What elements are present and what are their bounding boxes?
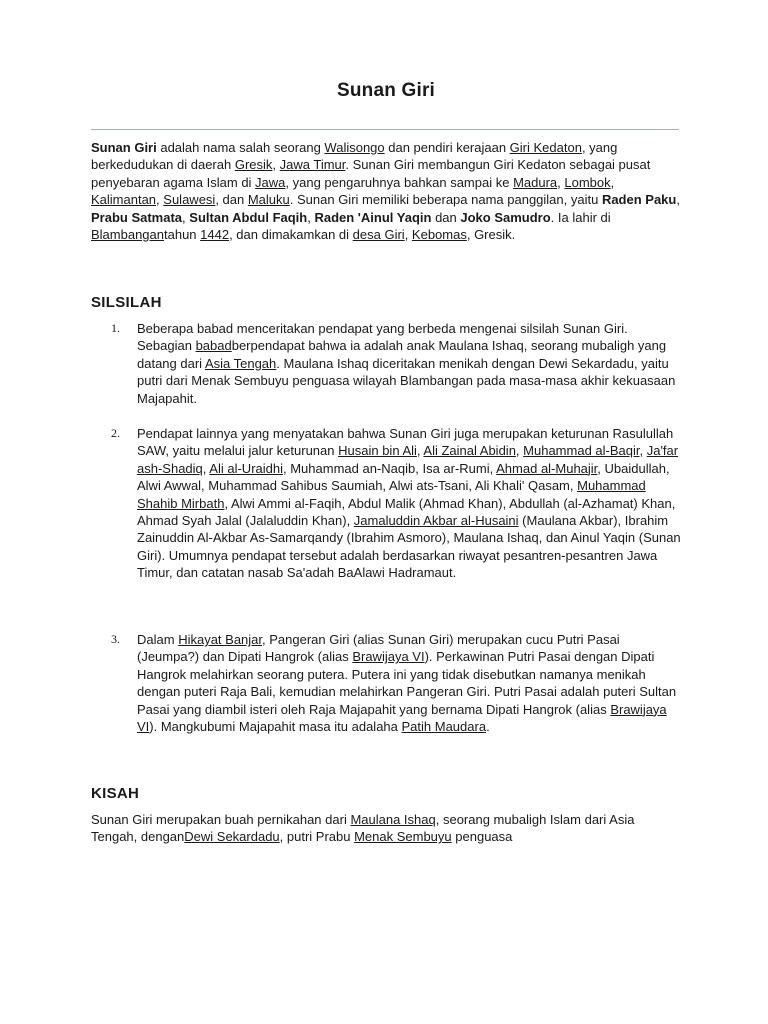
text-run: . Sunan Giri memiliki beberapa nama panggilan, yaitu bbox=[289, 192, 602, 208]
text-run: dan bbox=[431, 209, 461, 225]
text-run: , Gresik. bbox=[466, 227, 516, 243]
inline-link[interactable]: Brawijaya VI bbox=[352, 649, 425, 665]
text-run: , yang berkedudukan di daerah bbox=[91, 140, 618, 173]
text-run: , putri Prabu bbox=[279, 829, 355, 845]
text-run: , dan dimakamkan di bbox=[229, 227, 353, 243]
text-run: , bbox=[515, 443, 524, 459]
text-run: , bbox=[202, 460, 210, 476]
text-run: , yang pengaruhnya bahkan sampai ke bbox=[285, 174, 514, 190]
section-heading-silsilah: SILSILAH bbox=[91, 294, 162, 311]
text-run: Sunan Giri merupakan buah pernikahan dari bbox=[91, 812, 351, 827]
inline-link[interactable]: Brawijaya VI bbox=[137, 701, 667, 735]
inline-link[interactable]: Maluku bbox=[247, 192, 290, 208]
text-run: , Alwi Ammi al-Faqih, Abdul Malik (Ahmad Khan), Abdullah (al-Azhamat) Khan, Ahmad Syah Jalal (Jalaluddin Khan), bbox=[137, 495, 676, 529]
inline-link[interactable]: Menak Sembuyu bbox=[354, 829, 452, 845]
inline-link[interactable]: babad bbox=[195, 338, 232, 354]
list-number: 3. bbox=[111, 632, 120, 646]
inline-link[interactable]: Sulawesi bbox=[163, 192, 216, 208]
bold-term: Prabu Satmata bbox=[91, 209, 183, 225]
inline-link[interactable]: Patih Maudara bbox=[401, 719, 487, 735]
text-run: Dalam bbox=[137, 632, 179, 647]
list-item-text bbox=[137, 426, 681, 580]
text-run: . Sunan Giri membangun Giri Kedaton sebagai pusat penyebaran agama Islam di bbox=[91, 157, 651, 190]
silsilah-list-1 bbox=[91, 320, 681, 407]
list-item bbox=[91, 425, 681, 582]
inline-link[interactable]: Dewi Sekardadu bbox=[184, 829, 280, 845]
text-run: , bbox=[639, 443, 647, 459]
inline-link[interactable]: Muhammad al-Baqir bbox=[523, 443, 640, 459]
inline-link[interactable]: Giri Kedaton bbox=[509, 140, 582, 155]
inline-link[interactable]: Blambangan bbox=[91, 227, 164, 243]
text-run: , bbox=[416, 443, 424, 459]
inline-link[interactable]: desa Giri bbox=[352, 227, 405, 243]
text-run: , Pangeran Giri (alias Sunan Giri) merupakan cucu Putri Pasai (Jeumpa?) dan Dipati Hangrok (alias bbox=[137, 632, 620, 665]
text-run: . Ia lahir di bbox=[550, 209, 611, 225]
list-item bbox=[91, 320, 681, 407]
list-item-text bbox=[137, 321, 675, 406]
inline-link[interactable]: Hikayat Banjar bbox=[178, 632, 263, 647]
text-run: . Maulana Ishaq diceritakan menikah dengan Dewi Sekardadu, yaitu putri dari Menak Sembuyu penguasa wilayah Blambangan pada masa-masa akhir kekuasaan Majapahit. bbox=[137, 355, 676, 406]
inline-link[interactable]: Ahmad al-Muhajir bbox=[496, 460, 598, 476]
inline-link[interactable]: Jawa bbox=[255, 174, 286, 190]
inline-link[interactable]: Asia Tengah bbox=[204, 355, 277, 371]
bold-term: Raden Paku bbox=[601, 192, 677, 208]
bold-term: Sunan Giri bbox=[91, 140, 157, 155]
text-run: adalah nama salah seorang bbox=[156, 140, 325, 155]
inline-link[interactable]: Madura bbox=[513, 174, 558, 190]
list-item-text bbox=[137, 632, 676, 734]
inline-link[interactable]: Muhammad Shahib Mirbath bbox=[137, 478, 646, 511]
text-run: , bbox=[610, 174, 615, 190]
silsilah-list-3 bbox=[91, 631, 681, 735]
title-divider bbox=[91, 129, 679, 130]
section-heading-kisah: KISAH bbox=[91, 785, 140, 802]
list-number: 2. bbox=[111, 426, 120, 440]
inline-link[interactable]: Maulana Ishaq bbox=[350, 812, 436, 827]
text-run: tahun bbox=[164, 227, 201, 243]
inline-link[interactable]: 1442 bbox=[200, 227, 230, 243]
text-run: , bbox=[404, 227, 412, 243]
text-run: , Ubaidullah, Alwi Awwal, Muhammad Sahibus Saumiah, Alwi ats-Tsani, Ali Khali' Qasam, bbox=[137, 460, 670, 494]
list-number: 1. bbox=[111, 321, 120, 335]
silsilah-list-2 bbox=[91, 425, 681, 582]
intro-paragraph bbox=[91, 139, 681, 243]
text-run: , bbox=[557, 174, 565, 190]
inline-link[interactable]: Jawa Timur bbox=[279, 157, 346, 173]
text-run: . bbox=[486, 719, 490, 735]
text-run: , bbox=[156, 192, 164, 208]
text-run: (Maulana Akbar), Ibrahim Zainuddin Al-Akbar As-Samarqandy (Ibrahim Asmoro), Maulana Ishaq, dan Ainul Yaqin (Sunan Giri). Umumnya pendapat tersebut adalah berdasarkan riwayat pesantren-pesantren Jawa Timur, dan catatan nasab Sa'adah BaAlawi Hadramaut. bbox=[137, 513, 681, 581]
text-run: Beberapa babad menceritakan pendapat yang berbeda mengenai silsilah Sunan Giri. Sebagian bbox=[137, 321, 628, 354]
bold-term: Raden 'Ainul Yaqin bbox=[314, 209, 432, 225]
text-run: , bbox=[182, 209, 190, 225]
inline-link[interactable]: Kalimantan bbox=[91, 192, 157, 208]
text-run: , bbox=[272, 157, 280, 173]
inline-link[interactable]: Gresik bbox=[234, 157, 273, 173]
inline-link[interactable]: Lombok bbox=[564, 174, 611, 190]
text-run: ). Perkawinan Putri Pasai dengan Dipati Hangrok melahirkan seorang putera. Putera ini yang tidak disebutkan namanya menikah dengan puteri Raja Bali, kemudian melahirkan Pangeran Giri. Putri Pasai adalah puteri Sultan Pasai yang diambil isteri oleh Raja Majapahit yang bernama Dipati Hangrok (alias bbox=[137, 649, 677, 717]
text-run: , bbox=[676, 192, 680, 208]
inline-link[interactable]: Ja'far ash-Shadiq bbox=[137, 443, 679, 476]
kisah-paragraph bbox=[91, 811, 681, 846]
text-run: , seorang mubaligh Islam dari Asia Tengah, dengan bbox=[91, 812, 635, 845]
text-run: ). Mangkubumi Majapahit masa itu adalaha bbox=[149, 719, 402, 735]
bold-term: Sultan Abdul Faqih bbox=[189, 209, 308, 225]
text-run: Pendapat lainnya yang menyatakan bahwa Sunan Giri juga merupakan keturunan Rasulullah SAW, yaitu melalui jalur keturunan bbox=[137, 426, 674, 459]
inline-link[interactable]: Jamaluddin Akbar al-Husaini bbox=[353, 513, 519, 529]
inline-link[interactable]: Ali al-Uraidhi bbox=[209, 460, 283, 476]
bold-term: Joko Samudro bbox=[460, 209, 551, 225]
list-item bbox=[91, 631, 681, 735]
text-run: berpendapat bahwa ia adalah anak Maulana Ishaq, seorang mubaligh yang datang dari bbox=[137, 338, 667, 371]
text-run: dan pendiri kerajaan bbox=[384, 140, 510, 155]
text-run: , bbox=[307, 209, 315, 225]
inline-link[interactable]: Walisongo bbox=[324, 140, 385, 155]
page-title: Sunan Giri bbox=[336, 80, 436, 101]
text-run: , dan bbox=[215, 192, 248, 208]
text-run: penguasa bbox=[451, 829, 513, 845]
inline-link[interactable]: Kebomas bbox=[411, 227, 467, 243]
inline-link[interactable]: Ali Zainal Abidin bbox=[423, 443, 516, 459]
text-run: , Muhammad an-Naqib, Isa ar-Rumi, bbox=[283, 460, 497, 476]
inline-link[interactable]: Husain bin Ali bbox=[338, 443, 417, 459]
